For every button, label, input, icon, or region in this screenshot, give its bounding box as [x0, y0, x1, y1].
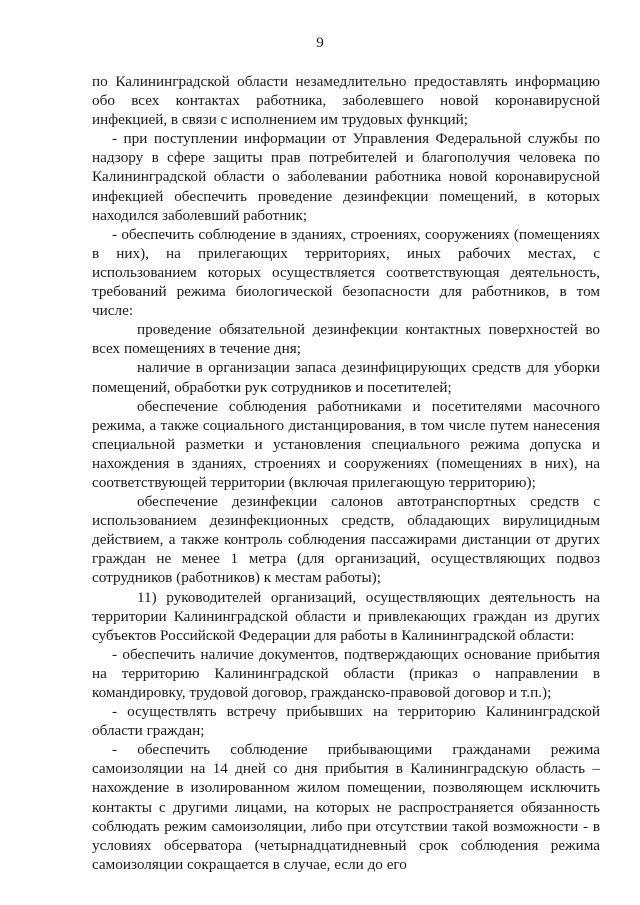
page-number: 9	[316, 35, 324, 51]
paragraph-item-11: 11) руководителей организаций, осуществляющих деятельность на территории Калининградской области и привлекающих граждан из других субъектов Российской Федерации для работы в Калининградской области:	[92, 588, 600, 644]
paragraph-disinfection-on-illness: - при поступлении информации от Управления Федеральной службы по надзору в сфере защиты прав потребителей и благополучия человека по Калининградской области о заболевании работника новой коронавирусной инфекцией обеспечить проведение дезинфекции помещений, в которых находился заболевший работник;	[92, 130, 600, 224]
paragraph-biosafety-requirements: - обеспечить соблюдение в зданиях, строениях, сооружениях (помещениях в них), на прилегающих территориях, иных рабочих местах, с использованием которых осуществляется соответствующая деятельность, требований режима биологической безопасности для работников, в том числе:	[92, 225, 600, 320]
paragraph-surface-disinfection: проведение обязательной дезинфекции контактных поверхностей во всех помещениях в течение дня;	[92, 321, 600, 358]
paragraph-mask-distancing: обеспечение соблюдения работниками и посетителями масочного режима, а также социального дистанцирования, в том числе путем нанесения специальной разметки и установления специального режима допуска и нахождения в зданиях, строениях и сооружениях (помещениях в них), на соответствующей территории (включая прилегающую территорию);	[92, 397, 600, 491]
paragraph-documents: - обеспечить наличие документов, подтверждающих основание прибытия на территорию Калининградской области (приказ о направлении в командировку, трудовой договор, гражданско-правовой договор и т.п.);	[92, 645, 600, 701]
paragraph-vehicle-disinfection: обеспечение дезинфекции салонов автотранспортных средств с использованием дезинфекционных средств, обладающих вирулицидным действием, а также контроль соблюдения пассажирами дистанции от других граждан не менее 1 метра (для организаций, осуществляющих подвоз сотрудников (работников) к местам работы);	[92, 493, 600, 587]
document-body	[92, 72, 600, 874]
paragraph-contacts-info: по Калининградской области незамедлительно предоставлять информацию обо всех контактах работника, заболевшего новой коронавирусной инфекцией, в связи с исполнением им трудовых функций;	[92, 73, 600, 129]
paragraph-disinfectant-supply: наличие в организации запаса дезинфицирующих средств для уборки помещений, обработки рук сотрудников и посетителей;	[92, 359, 600, 396]
paragraph-meeting-arrivals: - осуществлять встречу прибывших на территорию Калининградской области граждан;	[92, 703, 600, 740]
paragraph-self-isolation: - обеспечить соблюдение прибывающими гражданами режима самоизоляции на 14 дней со дня прибытия в Калининградскую область – нахождение в изолированном жилом помещении, позволяющем исключить контакты с другими лицами, на которых не распространяется обязанность соблюдать режим самоизоляции, либо при отсутствии такой возможности - в условиях обсерватора (четырнадцатидневный срок соблюдения режима самоизоляции сокращается в случае, если до его	[92, 741, 600, 873]
